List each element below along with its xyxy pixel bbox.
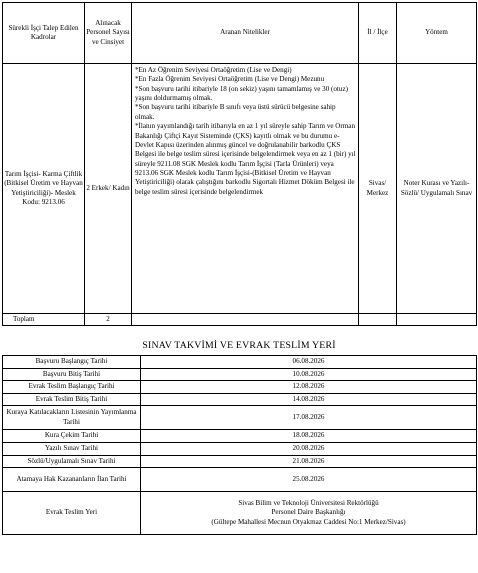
schedule-row [3,430,477,443]
schedule-label: Sözlü/Uygulamalı Sınav Tarihi [3,455,141,468]
schedule-label: Başvuru Bitiş Tarihi [3,368,141,381]
total-empty-cell [359,314,397,326]
schedule-label: Evrak Teslim Bitiş Tarihi [3,393,141,406]
requirement-item: *Son başvuru tarihi itibariyle 18 (on sekiz) yaşını tamamlamış ve 30 (otuz) yaşını doldurmamış olmak. [135,84,348,103]
schedule-row [3,393,477,406]
schedule-label: Yazılı Sınav Tarihi [3,442,141,455]
address-value [141,492,477,535]
schedule-row [3,455,477,468]
schedule-row [3,368,477,381]
schedule-date: 12.08.2026 [141,381,477,394]
section-title: SINAV TAKVİMİ VE EVRAK TESLİM YERİ [142,340,336,351]
schedule-date: 17.08.2026 [141,406,477,430]
total-empty-cell [132,314,359,326]
schedule-row [3,442,477,455]
address-line: (Gültepe Mahallesi Mecnun Otyakmaz Caddesi No:1 Merkez/Sivas) [211,517,406,526]
requirement-item: *En Fazla Öğrenim Seviyesi Ortaöğretim (Lise ve Dengi) Mezunu [135,75,325,84]
schedule-date: 20.08.2026 [141,442,477,455]
schedule-label: Atamaya Hak Kazananların İlan Tarihi [3,468,141,492]
schedule-label: Kuraya Katılacakların Listesinin Yayımlanma Tarihi [3,406,141,430]
total-label: Toplam [3,314,85,326]
schedule-date: 06.08.2026 [141,356,477,369]
schedule-date: 25.08.2026 [141,468,477,492]
header-nitelik: Aranan Nitelikler [132,3,359,64]
address-line: Sivas Bilim ve Teknoloji Üniversitesi Rektörlüğü [238,498,379,507]
header-il: İl / İlçe [359,3,397,64]
schedule-date: 21.08.2026 [141,455,477,468]
schedule-label: Evrak Teslim Başlangıç Tarihi [3,381,141,394]
header-sayi: Alınacak Personel Sayısı ve Cinsiyet [85,3,132,64]
cell-kadro: Tarım İşçisi- Karma Çiftlik (Bitkisel Üretim ve Hayvan Yetiştiriciliği)- Meslek Kodu: 9213.06 [3,64,85,314]
cell-il: Sivas/ Merkez [359,64,397,314]
cell-yontem: Noter Kurası ve Yazılı- Sözlü/ Uygulamalı Sınav [397,64,477,314]
address-label: Evrak Teslim Yeri [3,492,141,535]
header-yontem: Yöntem [397,3,477,64]
requirement-item: *En Az Öğrenim Seviyesi Ortaöğretim (Lise ve Dengi) [135,66,292,74]
total-row [3,314,477,326]
position-table [2,2,477,326]
requirement-item: *İlanın yayımlandığı tarih itibarıyla en az 1 yıl süreyle sahip Tarım ve Orman Bakanlığı Çiftçi Kayıt Sisteminde (ÇKS) kayıtlı olmak ve bu durumu e-Devlet Kapısı üzerinden alınmış güncel ve doğrulanabilir barkodlu ÇKS Belgesi ile belge teslim süresi içerisinde belgelendirmek veya en az 1 (bir) yıl süreyle 9211.08 SGK Meslek kodlu Tarım İşçisi (Tarla Ürünleri) veya 9213.06 SGK Meslek kodlu Tarım İşçisi-(Bitkisel Üretim ve Hayvan Yetiştiriciliği) olarak çalıştığını barkodlu Sigortalı Hizmet Döküm Belgesi ile belge teslim süresi içerisinde belgelendirmek [135,122,356,196]
total-empty-cell [397,314,477,326]
schedule-date: 14.08.2026 [141,393,477,406]
table-header-row [3,3,477,64]
address-line: Personel Daire Başkanlığı [271,508,346,517]
schedule-label: Başvuru Başlangıç Tarihi [3,356,141,369]
cell-sayi: 2 Erkek/ Kadın [85,64,132,314]
schedule-row [3,468,477,492]
schedule-row [3,406,477,430]
schedule-row [3,356,477,369]
address-row [3,492,477,535]
schedule-label: Kura Çekim Tarihi [3,430,141,443]
schedule-date: 18.08.2026 [141,430,477,443]
total-value: 2 [85,314,132,326]
schedule-table [2,355,477,535]
table-row [3,64,477,314]
schedule-row [3,381,477,394]
header-kadro: Sürekli İşçi Talep Edilen Kadrolar [3,3,85,64]
requirement-item: *Son başvuru tarihi itibariyle B sınıfı veya üstü sürücü belgesine sahip olmak. [135,103,336,121]
cell-nitelik [132,64,359,314]
schedule-date: 10.08.2026 [141,368,477,381]
